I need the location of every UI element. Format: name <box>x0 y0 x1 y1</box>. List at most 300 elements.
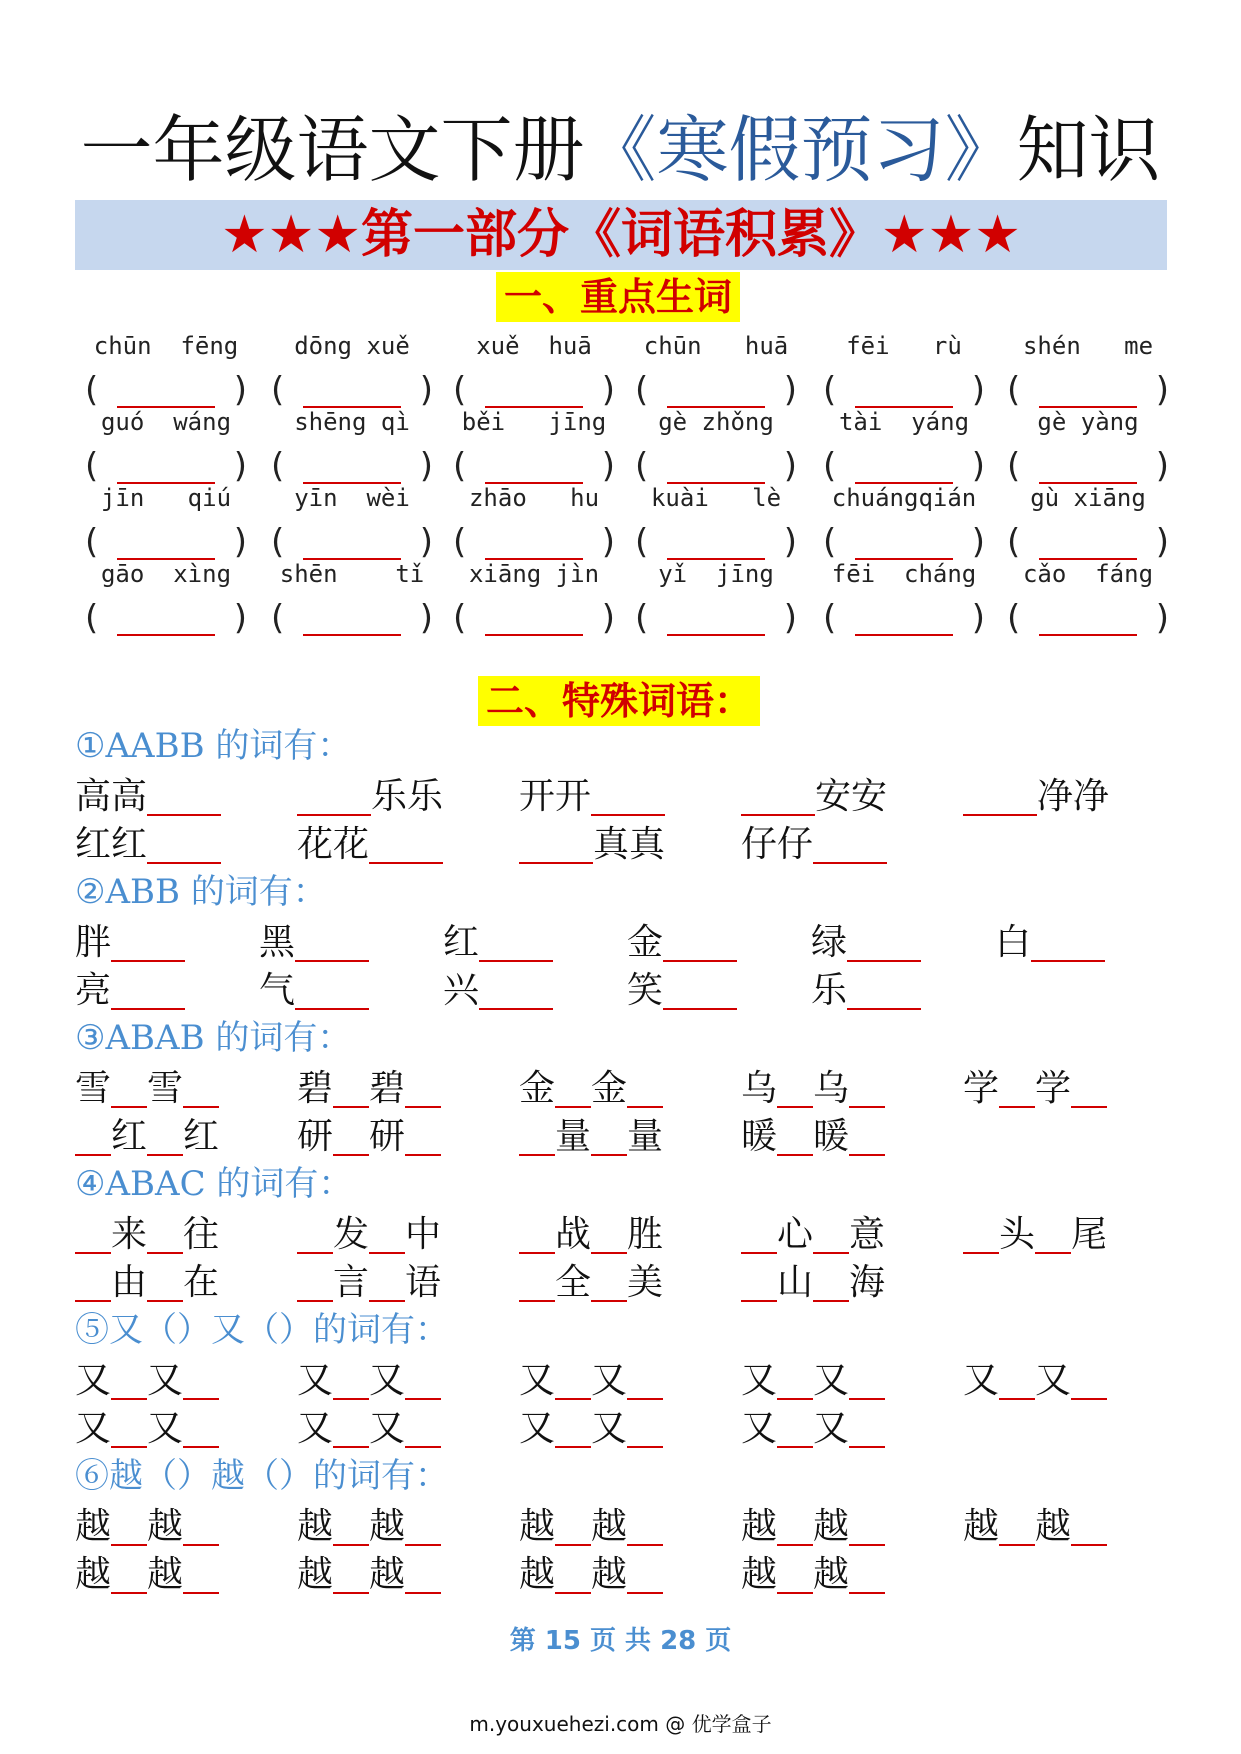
fill-blank[interactable] <box>147 1116 183 1156</box>
word-char: 越 <box>519 1554 556 1595</box>
fill-blank[interactable] <box>333 1116 369 1156</box>
left-paren: ( <box>635 598 649 638</box>
word-char: 乐 <box>811 970 848 1011</box>
group-heading: ②ABB 的词有： <box>75 872 327 912</box>
word-char: 越 <box>1035 1506 1072 1547</box>
answer-blank[interactable] <box>261 596 443 640</box>
blank-line <box>117 634 215 636</box>
section-heading-special-words: 二、特殊词语： <box>478 676 760 726</box>
fill-blank[interactable] <box>777 1116 813 1156</box>
word-char: 又 <box>741 1408 778 1449</box>
fill-blank[interactable] <box>75 1262 111 1302</box>
word-char: 美 <box>627 1262 664 1303</box>
word-item <box>259 968 369 1014</box>
word-char: 越 <box>75 1506 112 1547</box>
fill-blank[interactable] <box>369 824 443 864</box>
fill-blank[interactable] <box>813 1262 849 1302</box>
word-row <box>75 822 1167 872</box>
word-char: 又 <box>591 1360 628 1401</box>
word-char: 乌 <box>741 1068 778 1109</box>
word-char: 全 <box>555 1262 592 1303</box>
left-paren: ( <box>1007 446 1021 486</box>
fill-blank[interactable] <box>591 1262 627 1302</box>
word-item <box>443 920 553 966</box>
word-char: 碧 <box>297 1068 334 1109</box>
fill-blank[interactable] <box>183 1506 219 1546</box>
word-char: 金 <box>591 1068 628 1109</box>
word-item <box>297 822 443 868</box>
word-char: 往 <box>183 1214 220 1255</box>
fill-blank[interactable] <box>849 1116 885 1156</box>
pinyin-cell <box>75 330 257 412</box>
word-char: 雪 <box>147 1068 184 1109</box>
answer-blank[interactable] <box>75 596 257 640</box>
fill-blank[interactable] <box>741 1262 777 1302</box>
word-char: 胖 <box>75 922 112 963</box>
word-item <box>741 1552 885 1598</box>
fill-blank[interactable] <box>333 1554 369 1594</box>
word-item <box>627 968 737 1014</box>
word-row <box>75 1066 1167 1116</box>
right-paren: ) <box>601 446 615 486</box>
word-item <box>963 1066 1107 1112</box>
fill-blank[interactable] <box>405 1116 441 1156</box>
word-item <box>75 1504 219 1550</box>
fill-blank[interactable] <box>999 1360 1035 1400</box>
fill-blank[interactable] <box>627 1554 663 1594</box>
word-item <box>75 774 221 820</box>
right-paren: ) <box>783 522 797 562</box>
right-paren: ) <box>971 370 985 410</box>
word-char: 金 <box>519 1068 556 1109</box>
word-item <box>741 1212 885 1258</box>
title-prefix: 一年级语文下册 <box>80 108 585 192</box>
pinyin-text: xiāng jìn <box>468 560 600 588</box>
word-char: 乐乐 <box>371 776 444 817</box>
word-char: 红 <box>183 1116 220 1157</box>
word-item <box>741 822 887 868</box>
fill-blank[interactable] <box>555 1068 591 1108</box>
word-item <box>519 1114 663 1160</box>
word-char: 研 <box>369 1116 406 1157</box>
fill-blank[interactable] <box>1071 1360 1107 1400</box>
word-char: 又 <box>813 1408 850 1449</box>
word-item <box>297 1212 441 1258</box>
pinyin-cell <box>813 558 995 640</box>
blank-line <box>303 634 401 636</box>
right-paren: ) <box>783 598 797 638</box>
word-char: 又 <box>369 1408 406 1449</box>
fill-blank[interactable] <box>777 1408 813 1448</box>
fill-blank[interactable] <box>333 1360 369 1400</box>
left-paren: ( <box>1007 598 1021 638</box>
fill-blank[interactable] <box>777 1360 813 1400</box>
word-item <box>75 1114 219 1160</box>
pinyin-text: kuài lè <box>650 484 782 512</box>
pinyin-cell <box>997 330 1179 412</box>
left-paren: ( <box>271 598 285 638</box>
fill-blank[interactable] <box>813 1214 849 1254</box>
word-item <box>75 968 185 1014</box>
word-row <box>75 1358 1167 1408</box>
pinyin-cell <box>443 406 625 488</box>
fill-blank[interactable] <box>297 1214 333 1254</box>
fill-blank[interactable] <box>147 776 221 816</box>
word-item <box>519 822 665 868</box>
fill-blank[interactable] <box>295 970 369 1010</box>
pinyin-cell <box>813 406 995 488</box>
fill-blank[interactable] <box>405 1068 441 1108</box>
right-paren: ) <box>1155 598 1169 638</box>
word-char: 又 <box>741 1360 778 1401</box>
answer-blank[interactable] <box>443 596 625 640</box>
fill-blank[interactable] <box>591 1116 627 1156</box>
fill-blank[interactable] <box>849 1360 885 1400</box>
word-char: 越 <box>369 1506 406 1547</box>
fill-blank[interactable] <box>1071 1068 1107 1108</box>
fill-blank[interactable] <box>405 1506 441 1546</box>
fill-blank[interactable] <box>627 1506 663 1546</box>
title-highlight: 《寒假预习》 <box>584 108 1017 192</box>
word-item <box>519 1552 663 1598</box>
fill-blank[interactable] <box>183 1360 219 1400</box>
fill-blank[interactable] <box>111 1068 147 1108</box>
fill-blank[interactable] <box>369 1214 405 1254</box>
word-char: 中 <box>405 1214 442 1255</box>
pinyin-text: cǎo fáng <box>1022 560 1154 588</box>
fill-blank[interactable] <box>849 1068 885 1108</box>
fill-blank[interactable] <box>849 1554 885 1594</box>
group-heading: ⑥越（）越（）的词有： <box>75 1456 449 1496</box>
word-char: 乌 <box>813 1068 850 1109</box>
word-char: 真真 <box>593 824 666 865</box>
left-paren: ( <box>823 370 837 410</box>
left-paren: ( <box>823 522 837 562</box>
left-paren: ( <box>85 522 99 562</box>
pinyin-cell <box>625 482 807 564</box>
word-row <box>75 1260 1167 1310</box>
group-heading: ③ABAB 的词有： <box>75 1018 352 1058</box>
right-paren: ) <box>419 370 433 410</box>
fill-blank[interactable] <box>519 1214 555 1254</box>
fill-blank[interactable] <box>111 922 185 962</box>
fill-blank[interactable] <box>479 970 553 1010</box>
fill-blank[interactable] <box>627 1408 663 1448</box>
fill-blank[interactable] <box>111 1408 147 1448</box>
right-paren: ) <box>1155 522 1169 562</box>
fill-blank[interactable] <box>741 776 815 816</box>
word-item <box>75 1552 219 1598</box>
right-paren: ) <box>233 446 247 486</box>
blank-line <box>667 634 765 636</box>
pinyin-text: fēi cháng <box>831 560 977 588</box>
pinyin-text: gāo xìng <box>100 560 232 588</box>
word-item <box>741 774 887 820</box>
word-char: 又 <box>75 1408 112 1449</box>
word-item <box>741 1358 885 1404</box>
group-heading: ①AABB 的词有： <box>75 726 352 766</box>
pinyin-text: chuángqián <box>831 484 977 512</box>
footer-credit: m.youxuehezi.com @ 优学盒子 <box>469 1712 772 1736</box>
word-char: 越 <box>75 1554 112 1595</box>
fill-blank[interactable] <box>405 1360 441 1400</box>
fill-blank[interactable] <box>183 1068 219 1108</box>
right-paren: ) <box>233 370 247 410</box>
left-paren: ( <box>85 446 99 486</box>
word-item <box>963 1504 1107 1550</box>
word-char: 越 <box>147 1506 184 1547</box>
fill-blank[interactable] <box>591 1214 627 1254</box>
pinyin-cell <box>813 330 995 412</box>
fill-blank[interactable] <box>963 1214 999 1254</box>
fill-blank[interactable] <box>999 1506 1035 1546</box>
pinyin-cell <box>261 330 443 412</box>
word-char: 安安 <box>815 776 888 817</box>
word-item <box>75 1066 219 1112</box>
fill-blank[interactable] <box>183 1554 219 1594</box>
pinyin-cell <box>75 406 257 488</box>
word-item <box>75 1260 219 1306</box>
fill-blank[interactable] <box>183 1408 219 1448</box>
fill-blank[interactable] <box>369 1262 405 1302</box>
fill-blank[interactable] <box>777 1068 813 1108</box>
word-char: 越 <box>591 1554 628 1595</box>
word-char: 越 <box>519 1506 556 1547</box>
right-paren: ) <box>233 522 247 562</box>
left-paren: ( <box>453 598 467 638</box>
word-item <box>741 1114 885 1160</box>
fill-blank[interactable] <box>555 1360 591 1400</box>
pinyin-cell <box>261 406 443 488</box>
pinyin-cell <box>443 558 625 640</box>
fill-blank[interactable] <box>849 1408 885 1448</box>
right-paren: ) <box>971 598 985 638</box>
word-item <box>995 920 1105 966</box>
word-char: 又 <box>1035 1360 1072 1401</box>
word-item <box>627 920 737 966</box>
word-item <box>519 1406 663 1452</box>
fill-blank[interactable] <box>963 776 1037 816</box>
fill-blank[interactable] <box>111 1506 147 1546</box>
right-paren: ) <box>971 522 985 562</box>
right-paren: ) <box>783 446 797 486</box>
word-char: 头 <box>999 1214 1036 1255</box>
fill-blank[interactable] <box>1035 1214 1071 1254</box>
fill-blank[interactable] <box>519 1116 555 1156</box>
word-item <box>443 968 553 1014</box>
fill-blank[interactable] <box>1071 1506 1107 1546</box>
word-char: 黑 <box>259 922 296 963</box>
word-item <box>297 774 443 820</box>
pinyin-text: yīn wèi <box>294 484 410 512</box>
fill-blank[interactable] <box>519 824 593 864</box>
right-paren: ) <box>233 598 247 638</box>
fill-blank[interactable] <box>1031 922 1105 962</box>
fill-blank[interactable] <box>333 1506 369 1546</box>
pinyin-cell <box>443 482 625 564</box>
fill-blank[interactable] <box>297 776 371 816</box>
word-char: 净净 <box>1037 776 1110 817</box>
word-char: 高高 <box>75 776 148 817</box>
word-item <box>963 774 1109 820</box>
word-char: 开开 <box>519 776 592 817</box>
word-char: 绿 <box>811 922 848 963</box>
word-row <box>75 774 1167 824</box>
fill-blank[interactable] <box>405 1554 441 1594</box>
word-char: 学 <box>1035 1068 1072 1109</box>
group-heading: ④ABAC 的词有： <box>75 1164 353 1204</box>
fill-blank[interactable] <box>555 1554 591 1594</box>
pinyin-cell <box>625 406 807 488</box>
word-char: 战 <box>555 1214 592 1255</box>
word-char: 研 <box>297 1116 334 1157</box>
fill-blank[interactable] <box>111 970 185 1010</box>
word-char: 红红 <box>75 824 148 865</box>
word-item <box>963 1212 1107 1258</box>
fill-blank[interactable] <box>147 1214 183 1254</box>
word-char: 学 <box>963 1068 1000 1109</box>
word-item <box>297 1358 441 1404</box>
pinyin-text: zhāo hu <box>468 484 600 512</box>
fill-blank[interactable] <box>847 922 921 962</box>
word-char: 暖 <box>741 1116 778 1157</box>
word-char: 又 <box>147 1360 184 1401</box>
word-char: 越 <box>741 1506 778 1547</box>
fill-blank[interactable] <box>849 1506 885 1546</box>
word-item <box>75 1212 219 1258</box>
left-paren: ( <box>823 446 837 486</box>
fill-blank[interactable] <box>777 1554 813 1594</box>
pinyin-text: shēn tǐ <box>279 560 425 588</box>
left-paren: ( <box>635 522 649 562</box>
fill-blank[interactable] <box>555 1408 591 1448</box>
right-paren: ) <box>1155 370 1169 410</box>
word-char: 亮 <box>75 970 112 1011</box>
word-char: 发 <box>333 1214 370 1255</box>
fill-blank[interactable] <box>111 1554 147 1594</box>
pinyin-cell <box>625 330 807 412</box>
left-paren: ( <box>635 370 649 410</box>
fill-blank[interactable] <box>333 1408 369 1448</box>
right-paren: ) <box>783 370 797 410</box>
word-item <box>297 1066 441 1112</box>
word-char: 又 <box>297 1408 334 1449</box>
word-char: 由 <box>111 1262 148 1303</box>
fill-blank[interactable] <box>297 1262 333 1302</box>
pinyin-text: guó wáng <box>100 408 232 436</box>
fill-blank[interactable] <box>555 1506 591 1546</box>
fill-blank[interactable] <box>627 1360 663 1400</box>
fill-blank[interactable] <box>627 1068 663 1108</box>
word-row <box>75 968 1167 1018</box>
word-char: 胜 <box>627 1214 664 1255</box>
word-char: 越 <box>297 1554 334 1595</box>
word-char: 海 <box>849 1262 886 1303</box>
right-paren: ) <box>419 522 433 562</box>
left-paren: ( <box>453 446 467 486</box>
word-row <box>75 1212 1167 1262</box>
word-item <box>519 1066 663 1112</box>
word-item <box>75 920 185 966</box>
word-char: 言 <box>333 1262 370 1303</box>
fill-blank[interactable] <box>75 1214 111 1254</box>
answer-blank[interactable] <box>997 596 1179 640</box>
left-paren: ( <box>271 522 285 562</box>
left-paren: ( <box>453 370 467 410</box>
word-char: 越 <box>147 1554 184 1595</box>
left-paren: ( <box>1007 370 1021 410</box>
word-char: 碧 <box>369 1068 406 1109</box>
left-paren: ( <box>271 370 285 410</box>
fill-blank[interactable] <box>111 1360 147 1400</box>
fill-blank[interactable] <box>519 1262 555 1302</box>
left-paren: ( <box>635 446 649 486</box>
word-item <box>741 1066 885 1112</box>
fill-blank[interactable] <box>813 824 887 864</box>
fill-blank[interactable] <box>663 922 737 962</box>
fill-blank[interactable] <box>591 776 665 816</box>
fill-blank[interactable] <box>75 1116 111 1156</box>
word-item <box>741 1504 885 1550</box>
word-char: 又 <box>147 1408 184 1449</box>
word-char: 雪 <box>75 1068 112 1109</box>
pinyin-text: jīn qiú <box>100 484 232 512</box>
pinyin-cell <box>813 482 995 564</box>
word-char: 越 <box>591 1506 628 1547</box>
fill-blank[interactable] <box>777 1506 813 1546</box>
word-char: 白 <box>995 922 1032 963</box>
pinyin-text: gù xiāng <box>1030 484 1146 512</box>
word-char: 暖 <box>813 1116 850 1157</box>
word-char: 又 <box>591 1408 628 1449</box>
pinyin-text: xuě huā <box>476 332 592 360</box>
word-char: 越 <box>369 1554 406 1595</box>
fill-blank[interactable] <box>479 922 553 962</box>
left-paren: ( <box>271 446 285 486</box>
fill-blank[interactable] <box>147 824 221 864</box>
fill-blank[interactable] <box>847 970 921 1010</box>
word-char: 尾 <box>1071 1214 1108 1255</box>
word-row <box>75 1504 1167 1554</box>
pinyin-cell <box>997 558 1179 640</box>
pinyin-cell <box>261 558 443 640</box>
word-char: 山 <box>777 1262 814 1303</box>
fill-blank[interactable] <box>405 1408 441 1448</box>
word-item <box>297 1504 441 1550</box>
answer-blank[interactable] <box>813 596 995 640</box>
word-char: 兴 <box>443 970 480 1011</box>
word-item <box>519 1212 663 1258</box>
word-item <box>811 968 921 1014</box>
fill-blank[interactable] <box>663 970 737 1010</box>
page-number: 第 15 页 共 28 页 <box>509 1626 732 1656</box>
fill-blank[interactable] <box>999 1068 1035 1108</box>
fill-blank[interactable] <box>147 1262 183 1302</box>
word-char: 红 <box>443 922 480 963</box>
word-char: 又 <box>813 1360 850 1401</box>
right-paren: ) <box>419 598 433 638</box>
pinyin-text: yǐ jīng <box>658 560 774 588</box>
pinyin-text: fēi rù <box>846 332 962 360</box>
word-item <box>297 1260 441 1306</box>
word-item <box>297 1114 441 1160</box>
word-row <box>75 1552 1167 1602</box>
pinyin-cell <box>997 406 1179 488</box>
answer-blank[interactable] <box>625 596 807 640</box>
fill-blank[interactable] <box>295 922 369 962</box>
fill-blank[interactable] <box>333 1068 369 1108</box>
fill-blank[interactable] <box>741 1214 777 1254</box>
